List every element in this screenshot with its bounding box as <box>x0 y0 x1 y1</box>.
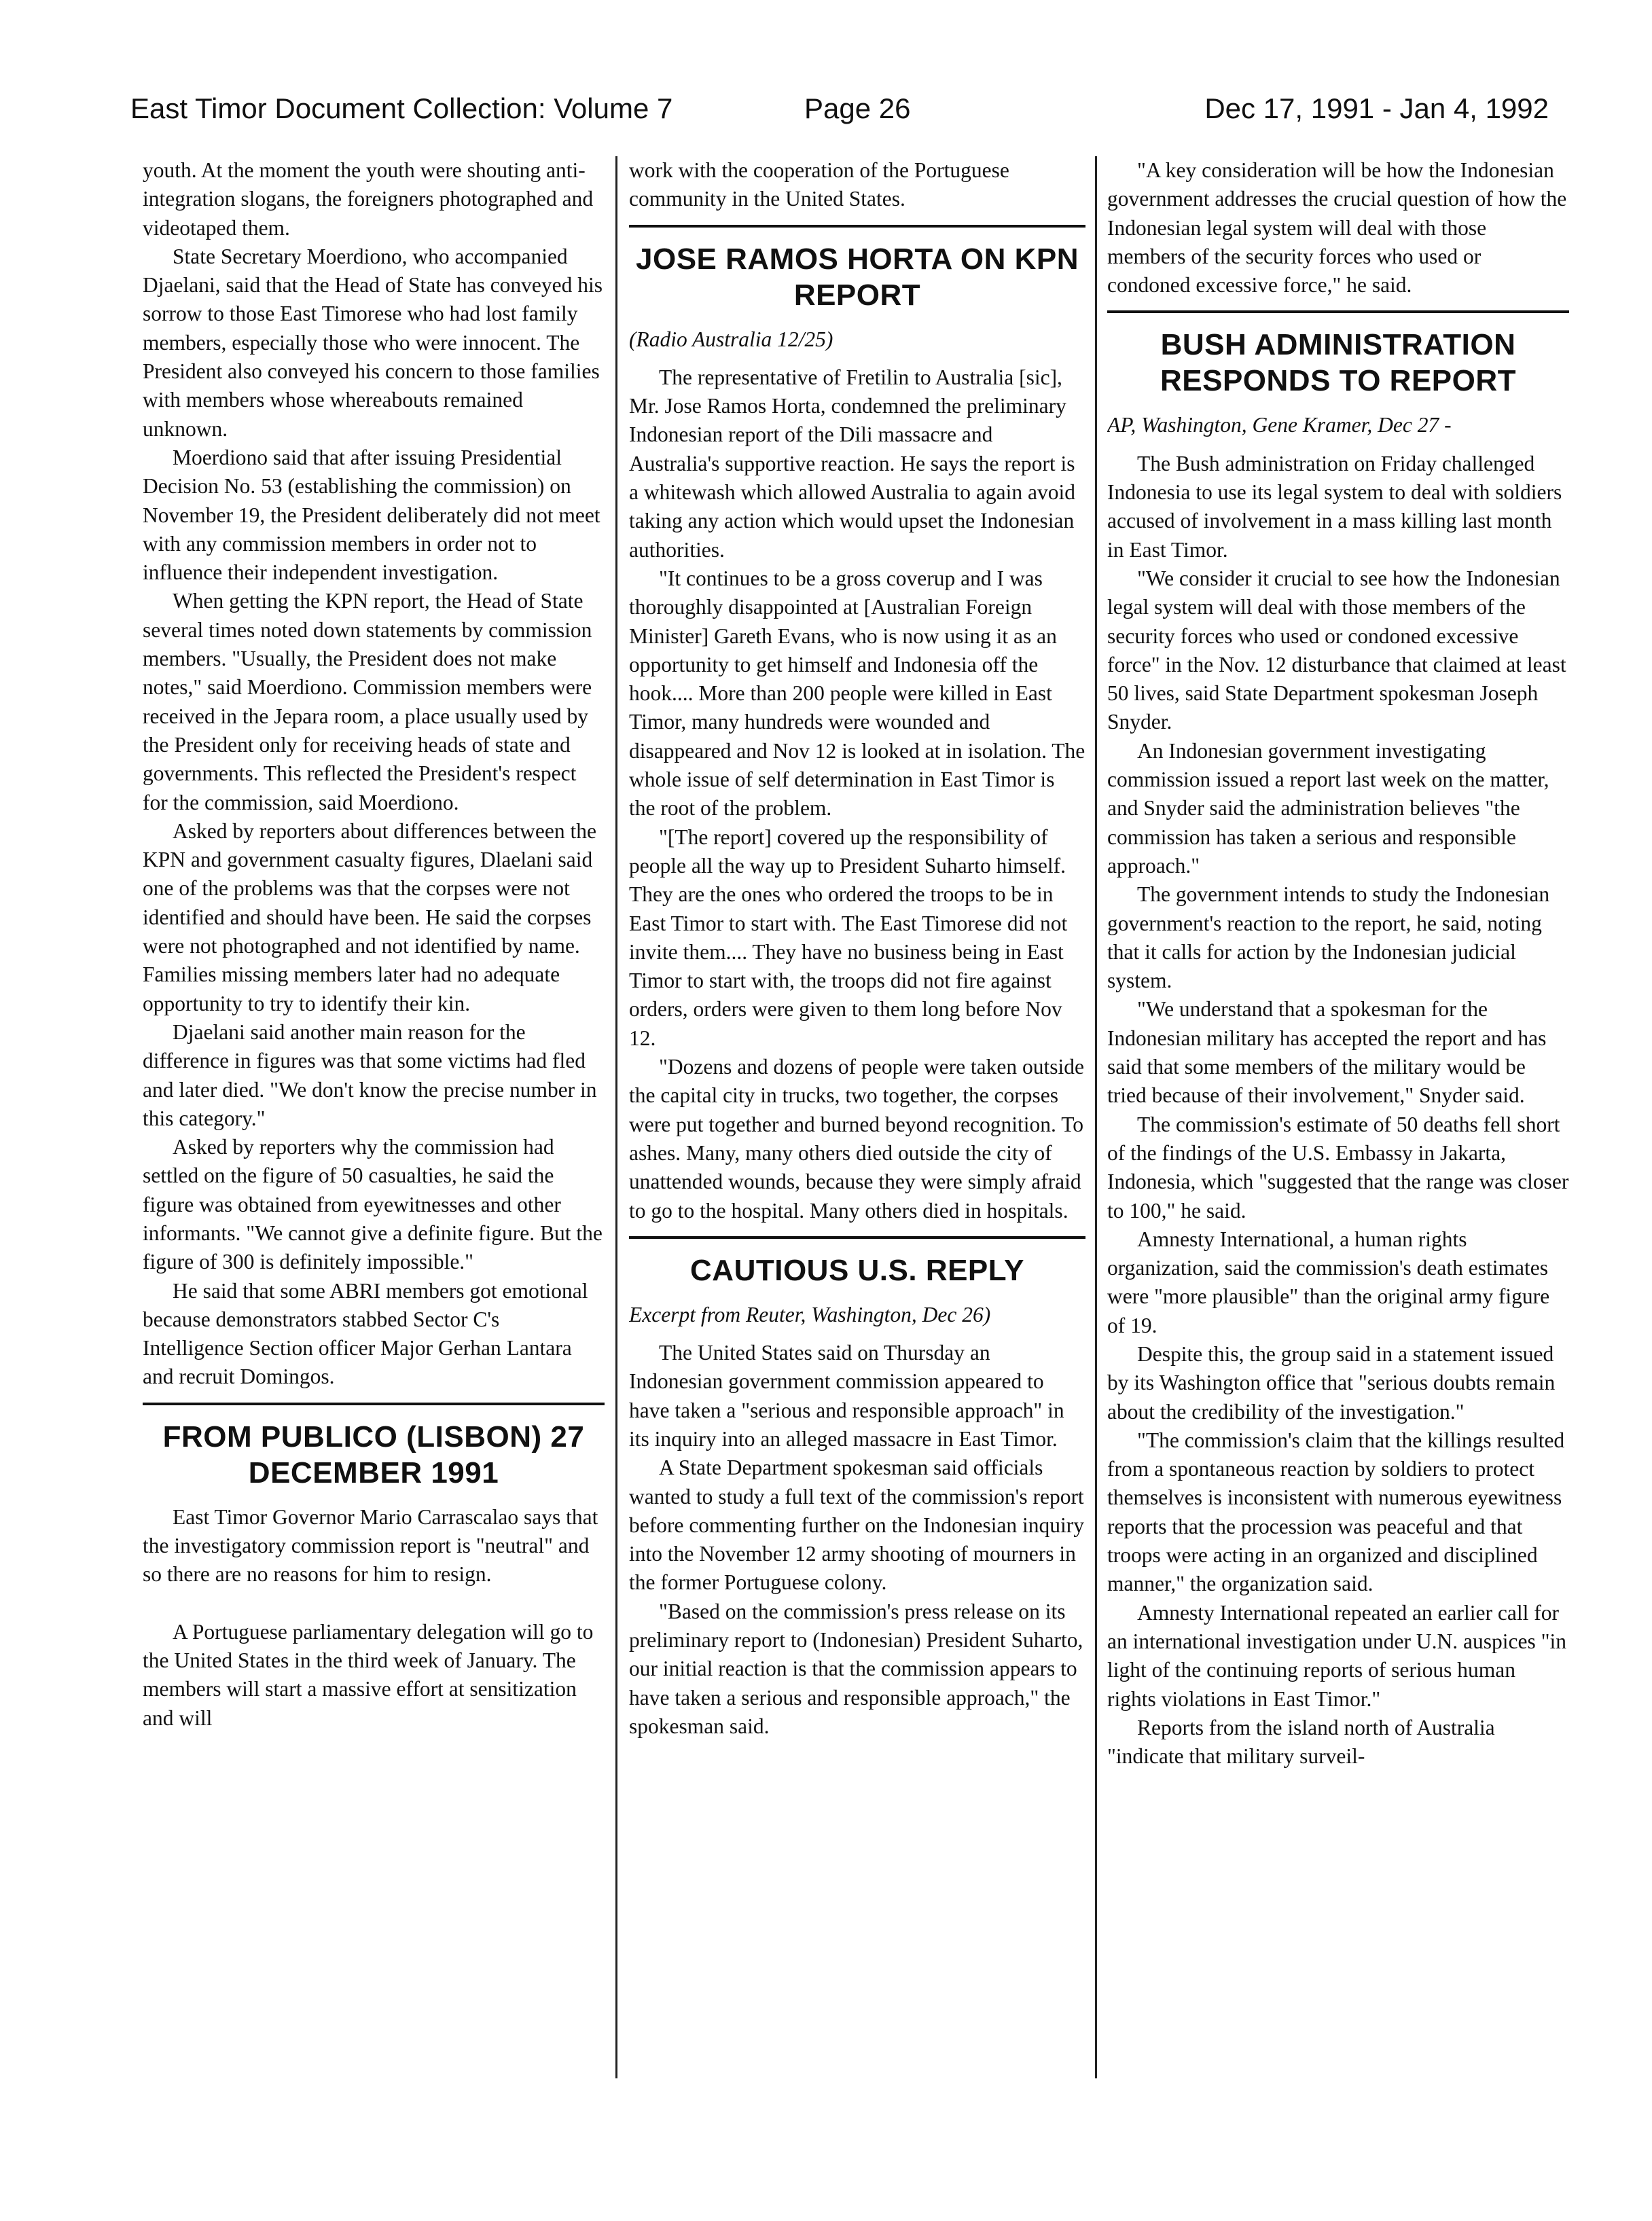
paragraph: Djaelani said another main reason for the difference in figures was that some victims had fled and later died. "We don't know the precise number in this category." <box>143 1019 597 1130</box>
paragraph: Amnesty International, a human rights organization, said the commission's death estimates were "more plausible" than the original army figure of 19. <box>1107 1227 1550 1337</box>
paragraph: "A key consideration will be how the Indonesian government addresses the crucial question of how the Indonesian legal system will deal with those members of the security forces who used or condoned excessive force," he said. <box>1107 158 1567 297</box>
column-divider <box>615 156 617 2078</box>
paragraph: Asked by reporters about differences between the KPN and government casualty figures, Dlaelani said one of the problems was that the corpses were not identified and should have been. He said the corpses were not photographed and not identified by name. Families missing members later had no adequate opportunity to try to identify their kin. <box>143 818 596 1015</box>
paragraph: State Secretary Moerdiono, who accompanied Djaelani, said that the Head of State has conveyed his sorrow to those East Timorese who had lost family members, especially those who were innocent. The President also conveyed his concern to those families with members whose whereabouts remained unknown. <box>143 244 603 441</box>
paragraph: Reports from the island north of Australia "indicate that military surveil- <box>1107 1715 1495 1769</box>
section-rule <box>629 225 1085 228</box>
column-divider <box>1095 156 1097 2078</box>
paragraph: Moerdiono said that after issuing Presidential Decision No. 53 (establishing the commission) on November 19, the President deliberately did not meet with any commission members in order not to influence their independent investigation. <box>143 445 600 585</box>
source-line: (Radio Australia 12/25) <box>629 327 833 351</box>
paragraph: Asked by reporters why the commission had settled on the figure of 50 casualties, he said the figure was obtained from eyewitnesses and other informants. "We cannot give a definite figure. But the figure of 300 is definitely impossible." <box>143 1135 603 1274</box>
paragraph: A State Department spokesman said officials wanted to study a full text of the commission's report before commenting further on the Indonesian inquiry into the November 12 army shooting of mourners in the former Portuguese colony. <box>629 1456 1085 1595</box>
paragraph: He said that some ABRI members got emotional because demonstrators stabbed Sector C's Intelligence Section officer Major Gerhan Lantara and recruit Domingos. <box>143 1278 588 1389</box>
section-rule <box>629 1236 1085 1239</box>
section-heading: BUSH ADMINISTRATION RESPONDS TO REPORT <box>1160 328 1517 398</box>
section-heading: FROM PUBLICO (LISBON) 27 DECEMBER 1991 <box>162 1420 585 1489</box>
page-number: Page 26 <box>804 92 911 124</box>
paragraph-gap <box>143 1589 605 1618</box>
page-header <box>130 87 1549 141</box>
paragraph: "It continues to be a gross coverup and I was thoroughly disappointed at [Australian Foreign Minister] Gareth Evans, who is now using it as an opportunity to get himself and Indonesia off the hook.... More than 200 people were killed in East Timor, many hundreds were wounded and disappeared and Nov 12 is looked at in isolation. The whole issue of self determination in East Timor is the root of the problem. <box>629 566 1085 820</box>
paragraph: The Bush administration on Friday challenged Indonesia to use its legal system to deal with soldiers accused of involvement in a mass killing last month in East Timor. <box>1107 451 1562 562</box>
collection-title: East Timor Document Collection: Volume 7 <box>130 92 673 124</box>
source-line: AP, Washington, Gene Kramer, Dec 27 - <box>1107 413 1452 437</box>
paragraph: work with the cooperation of the Portuguese community in the United States. <box>629 158 1009 211</box>
date-range: Dec 17, 1991 - Jan 4, 1992 <box>1204 92 1549 124</box>
column-1 <box>143 156 605 2167</box>
paragraph: East Timor Governor Mario Carrascalao says that the investigatory commission report is "neutral" and so there are no reasons for him to resign. <box>143 1504 598 1587</box>
paragraph: Amnesty International repeated an earlier call for an international investigation under U.N. auspices "in light of the continuing reports of serious human rights violations in East Timor." <box>1107 1600 1566 1711</box>
paragraph: Despite this, the group said in a statement issued by its Washington office that "serious doubts remain about the credibility of the investigation." <box>1107 1341 1556 1424</box>
paragraph: The representative of Fretilin to Australia [sic], Mr. Jose Ramos Horta, condemned the preliminary Indonesian report of the Dili massacre and Australia's supportive reaction. He says the report is a whitewash which allowed Australia to again avoid taking any action which would upset the Indonesian authorities. <box>629 365 1075 562</box>
source-line: Excerpt from Reuter, Washington, Dec 26) <box>629 1302 991 1326</box>
column-2 <box>629 156 1085 2167</box>
paragraph: youth. At the moment the youth were shouting anti-integration slogans, the foreigners photographed and videotaped them. <box>143 158 594 240</box>
paragraph: An Indonesian government investigating commission issued a report last week on the matter, and Snyder said the administration believes "the commission has taken a serious and responsible approach." <box>1107 738 1549 878</box>
paragraph: "The commission's claim that the killings resulted from a spontaneous reaction by soldiers to protect themselves is inconsistent with numerous eyewitness reports that the procession was peaceful and that troops were acting in an organized and disciplined manner," the organization said. <box>1107 1428 1565 1596</box>
paragraph: "[The report] covered up the responsibility of people all the way up to President Suharto himself. They are the ones who ordered the troops to be in East Timor to start with. The East Timorese did not invite them.... They have no business being in East Timor to start with, the troops did not fire against orders, orders were given to them long before Nov 12. <box>629 825 1068 1050</box>
paragraph: A Portuguese parliamentary delegation will go to the United States in the third week of January. The members will start a massive effort at sensitization and will <box>143 1619 594 1730</box>
paragraph: "Dozens and dozens of people were taken outside the capital city in trucks, two together, the corpses were put together and burned beyond recognition. To ashes. Many, many others died outside the city of unattended wounds, because they were simply afraid to go to the hospital. Many others died in hospitals. <box>629 1055 1085 1223</box>
column-3 <box>1107 156 1569 2167</box>
section-rule <box>143 1403 605 1405</box>
section-heading: CAUTIOUS U.S. REPLY <box>690 1253 1024 1287</box>
paragraph: "We consider it crucial to see how the Indonesian legal system will deal with those members of the security forces who used or condoned excessive force" in the Nov. 12 disturbance that claimed at least 50 lives, said State Department spokesman Joseph Snyder. <box>1107 566 1566 734</box>
section-heading: JOSE RAMOS HORTA ON KPN REPORT <box>636 242 1079 312</box>
paragraph: The United States said on Thursday an Indonesian government commission appeared to have taken a "serious and responsible approach" in its inquiry into an alleged massacre in East Timor. <box>629 1341 1064 1451</box>
paragraph: The government intends to study the Indonesian government's reaction to the report, he said, noting that it calls for action by the Indonesian judicial system. <box>1107 882 1550 993</box>
paragraph: The commission's estimate of 50 deaths fell short of the findings of the U.S. Embassy in Jakarta, Indonesia, which "suggested that the range was closer to 100," he said. <box>1107 1112 1569 1223</box>
section-rule <box>1107 310 1569 313</box>
paragraph: "We understand that a spokesman for the Indonesian military has accepted the report and has said that some members of the military would be tried because of their involvement," Snyder said. <box>1107 997 1547 1108</box>
paragraph: When getting the KPN report, the Head of State several times noted down statements by commission members. "Usually, the President does not make notes," said Moerdiono. Commission members were received in the Jepara room, a place usually used by the President only for receiving heads of state and governments. This reflected the President's respect for the commission, said Moerdiono. <box>143 589 592 814</box>
paragraph: "Based on the commission's press release on its preliminary report to (Indonesian) President Suharto, our initial reaction is that the commission appears to have taken a serious and responsible approach," the spokesman said. <box>629 1599 1083 1738</box>
